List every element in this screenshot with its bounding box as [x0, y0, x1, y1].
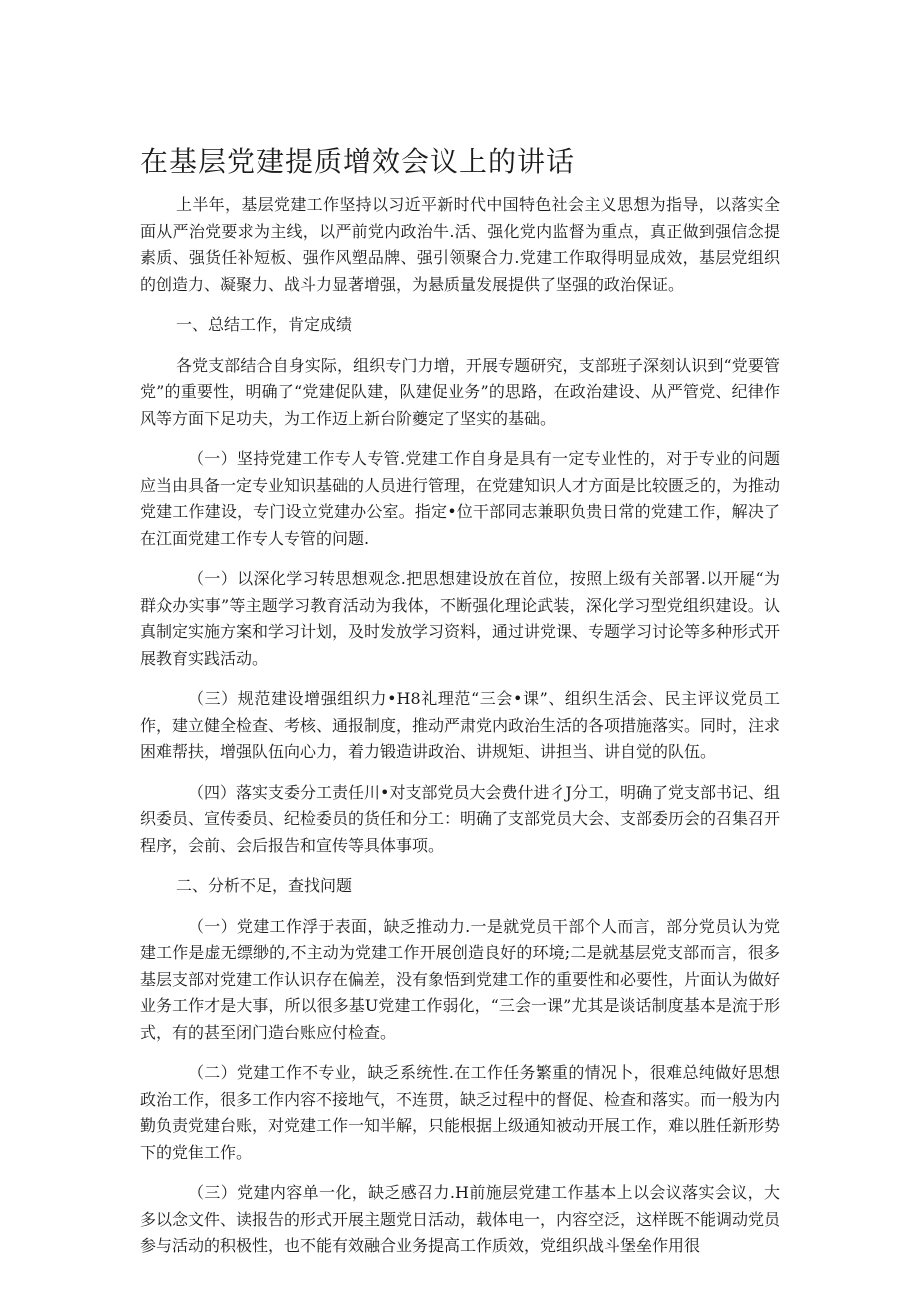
section1-item4-paragraph: （四）落实支委分工责任川•对支部党员大会费什进彳J分工，明确了党支部书记、组织委员、宣传委员、纪检委员的货任和分工：明确了支部党员大会、支部委历会的召集召开程序，会前、会后报告和宣传等具体事项。	[140, 782, 781, 855]
section2-item1-paragraph: （一）党建工作浮于表面，缺乏推动力.一是就党员干部个人而言，部分党员认为党建工作是虚无缥缈的,不主动为党建工作开展创造良好的环境;二是就基层党支部而言，很多基层支部对党建工作认识存在偏差，没有象悟到党建工作的重要性和必要性，片面认为做好业务工作才是大事，所以很多基U党建工作弱化，“三会一课”尤其是谈话制度基本是流于形式，有的甚至闭门造台账应付检查。	[140, 916, 781, 1042]
section2-item2-paragraph: （二）党建工作不专业，缺乏系统性.在工作任务繁重的情况卜，很难总纯做好思想政治工作，很多工作内容不接地气，不连贯，缺乏过程中的督促、检查和落实。而一般为内勤负责党建台账，对党建工作一知半解，只能根据上级通知被动开展工作，难以胜任新形势下的党隹工作。	[140, 1063, 781, 1162]
section1-item2-paragraph: （一）以深化学习转思想观念.把思想建设放在首位，按照上级有关部署.以开屣“为群众办实事”等主题学习教育活动为我体，不断强化理论武装，深化学习型党组织建设。认真制定实施方案和学习计划，及时发放学习资料，通过讲党课、专题学习讨论等多种形式开展教育实践活动。	[140, 569, 781, 668]
section1-heading: 一、总结工作，肯定成绩	[176, 315, 353, 334]
section2-heading: 二、分析不足，查找问题	[176, 876, 353, 895]
section1-item1-paragraph: （一）坚持党建工作专人专管.党建工作自身是具有一定专业性的，对于专业的问题应当由具备一定专业知识基础的人员进行管理，在党建知识人才方面是比较匮乏的，为推动党建工作建设，专门设立党建办公室。指定•位干部同志兼职负贵日常的党建工作，解决了在江面党建工作专人专管的问题.	[140, 449, 781, 548]
section1-item3-paragraph: （三）规范建设增强组织力•H8礼理范“三会•课”、组织生活会、民主评议党员工作，建立健全检查、考核、通报制度，推动严肃党内政治生活的各项措施落实。同时，注求困难帮扶，增强队伍向心力，着力锻造讲政治、讲规矩、讲担当、讲自觉的队伍。	[140, 689, 781, 761]
section2-item3-paragraph: （三）党建内容单一化，缺乏感召力.H前施层党建工作基本上以会议落实会议，大多以念文件、读报告的形式开展主题党日活动，载体电一，内容空泛，这样既不能调动党员参与活动的积极性，也不能有效融合业务提高工作质效，党组织战斗堡垒作用很	[140, 1183, 781, 1255]
intro-paragraph: 上半年，基层党建工作坚持以习近平新时代中国特色社会主义思想为指导，以落实全面从严治党要求为主线，以严前党内政治牛.活、强化党内监督为重点，真正做到强信念提素质、强货任补短板、强作风塑品牌、强引领聚合力.党建工作取得明显成效，基层党组织的创造力、凝聚力、战斗力显著增强，为悬质量发展提供了坚强的政治保证。	[140, 195, 780, 294]
section1-lead-paragraph: 各党支部结合自身实际，组织专门力增，开展专题研究，支部班子深刻认识到“党要管党”的重要性，明确了“党建促队建，队建促业务”的思路，在政治建设、从严管党、纪律作风等方面下足功夫，为工作迈上新台阶夔定了坚实的基础。	[140, 355, 780, 428]
document-body	[140, 192, 780, 1274]
document-title: 在基层党建提质增效会议上的讲话	[140, 145, 576, 178]
